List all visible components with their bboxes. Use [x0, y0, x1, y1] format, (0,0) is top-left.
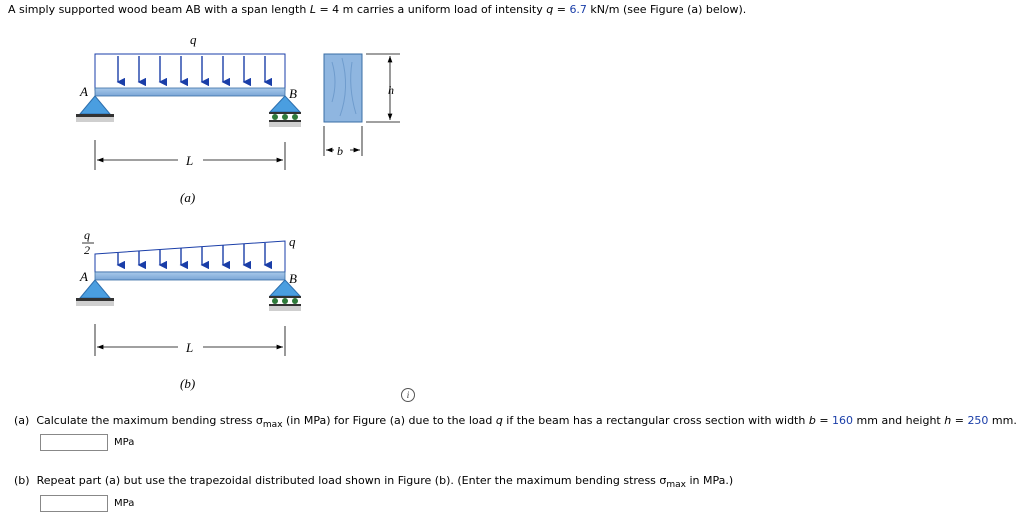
- label-B-b: B: [289, 271, 297, 286]
- problem-statement: A simply supported wood beam AB with a span length L = 4 m carries a uniform load of intensity q = 6.7 kN/m (see Figure (a) below).: [8, 3, 747, 16]
- label-b: b: [337, 144, 343, 158]
- load-arrows: [118, 56, 265, 82]
- label-B: B: [289, 86, 297, 101]
- h-value: 250: [967, 414, 989, 427]
- label-A: A: [80, 84, 88, 99]
- uniform-load-box: [95, 54, 285, 90]
- load-label-q: q: [190, 32, 197, 47]
- beam: [95, 88, 285, 96]
- answer-b-input[interactable]: [40, 495, 108, 512]
- label-q-half-num: q: [84, 228, 90, 242]
- figure-a: [76, 32, 301, 205]
- load-label-q-b: q: [289, 234, 296, 249]
- trap-load-arrows: [118, 243, 265, 265]
- q-value: 6.7: [569, 3, 587, 16]
- b-value: 160: [832, 414, 854, 427]
- answer-b-row: [40, 495, 134, 512]
- caption-a: (a): [180, 190, 196, 205]
- span-label-L-b: L: [186, 340, 194, 355]
- answer-b-unit: MPa: [114, 498, 135, 509]
- figure-b: [76, 228, 301, 391]
- trapezoid-load-box: [95, 241, 285, 272]
- answer-a-unit: MPa: [114, 437, 135, 448]
- label-h: h: [388, 83, 394, 97]
- caption-b: (b): [180, 376, 196, 391]
- beam-figures: [70, 22, 410, 392]
- pin-support-a: [76, 96, 114, 122]
- answer-a-row: [40, 434, 134, 451]
- beam-b: [95, 272, 285, 280]
- info-icon[interactable]: i: [401, 388, 415, 402]
- label-q-half-den: 2: [84, 243, 90, 257]
- question-a: (a) Calculate the maximum bending stress $\sigma_{max}$ (in MPa) for Figure (a) due to the load q if the beam has a rectangular cross section with width b = 160 mm and height h = 250 mm.: [14, 414, 1017, 431]
- answer-a-input[interactable]: [40, 434, 108, 451]
- label-A-b: A: [80, 269, 88, 284]
- span-label-L: L: [186, 153, 194, 168]
- question-b: (b) Repeat part (a) but use the trapezoidal distributed load shown in Figure (b). (Enter the maximum bending stress $\sigma_{max}$ in MPa.): [14, 474, 734, 491]
- cross-section: [324, 54, 400, 158]
